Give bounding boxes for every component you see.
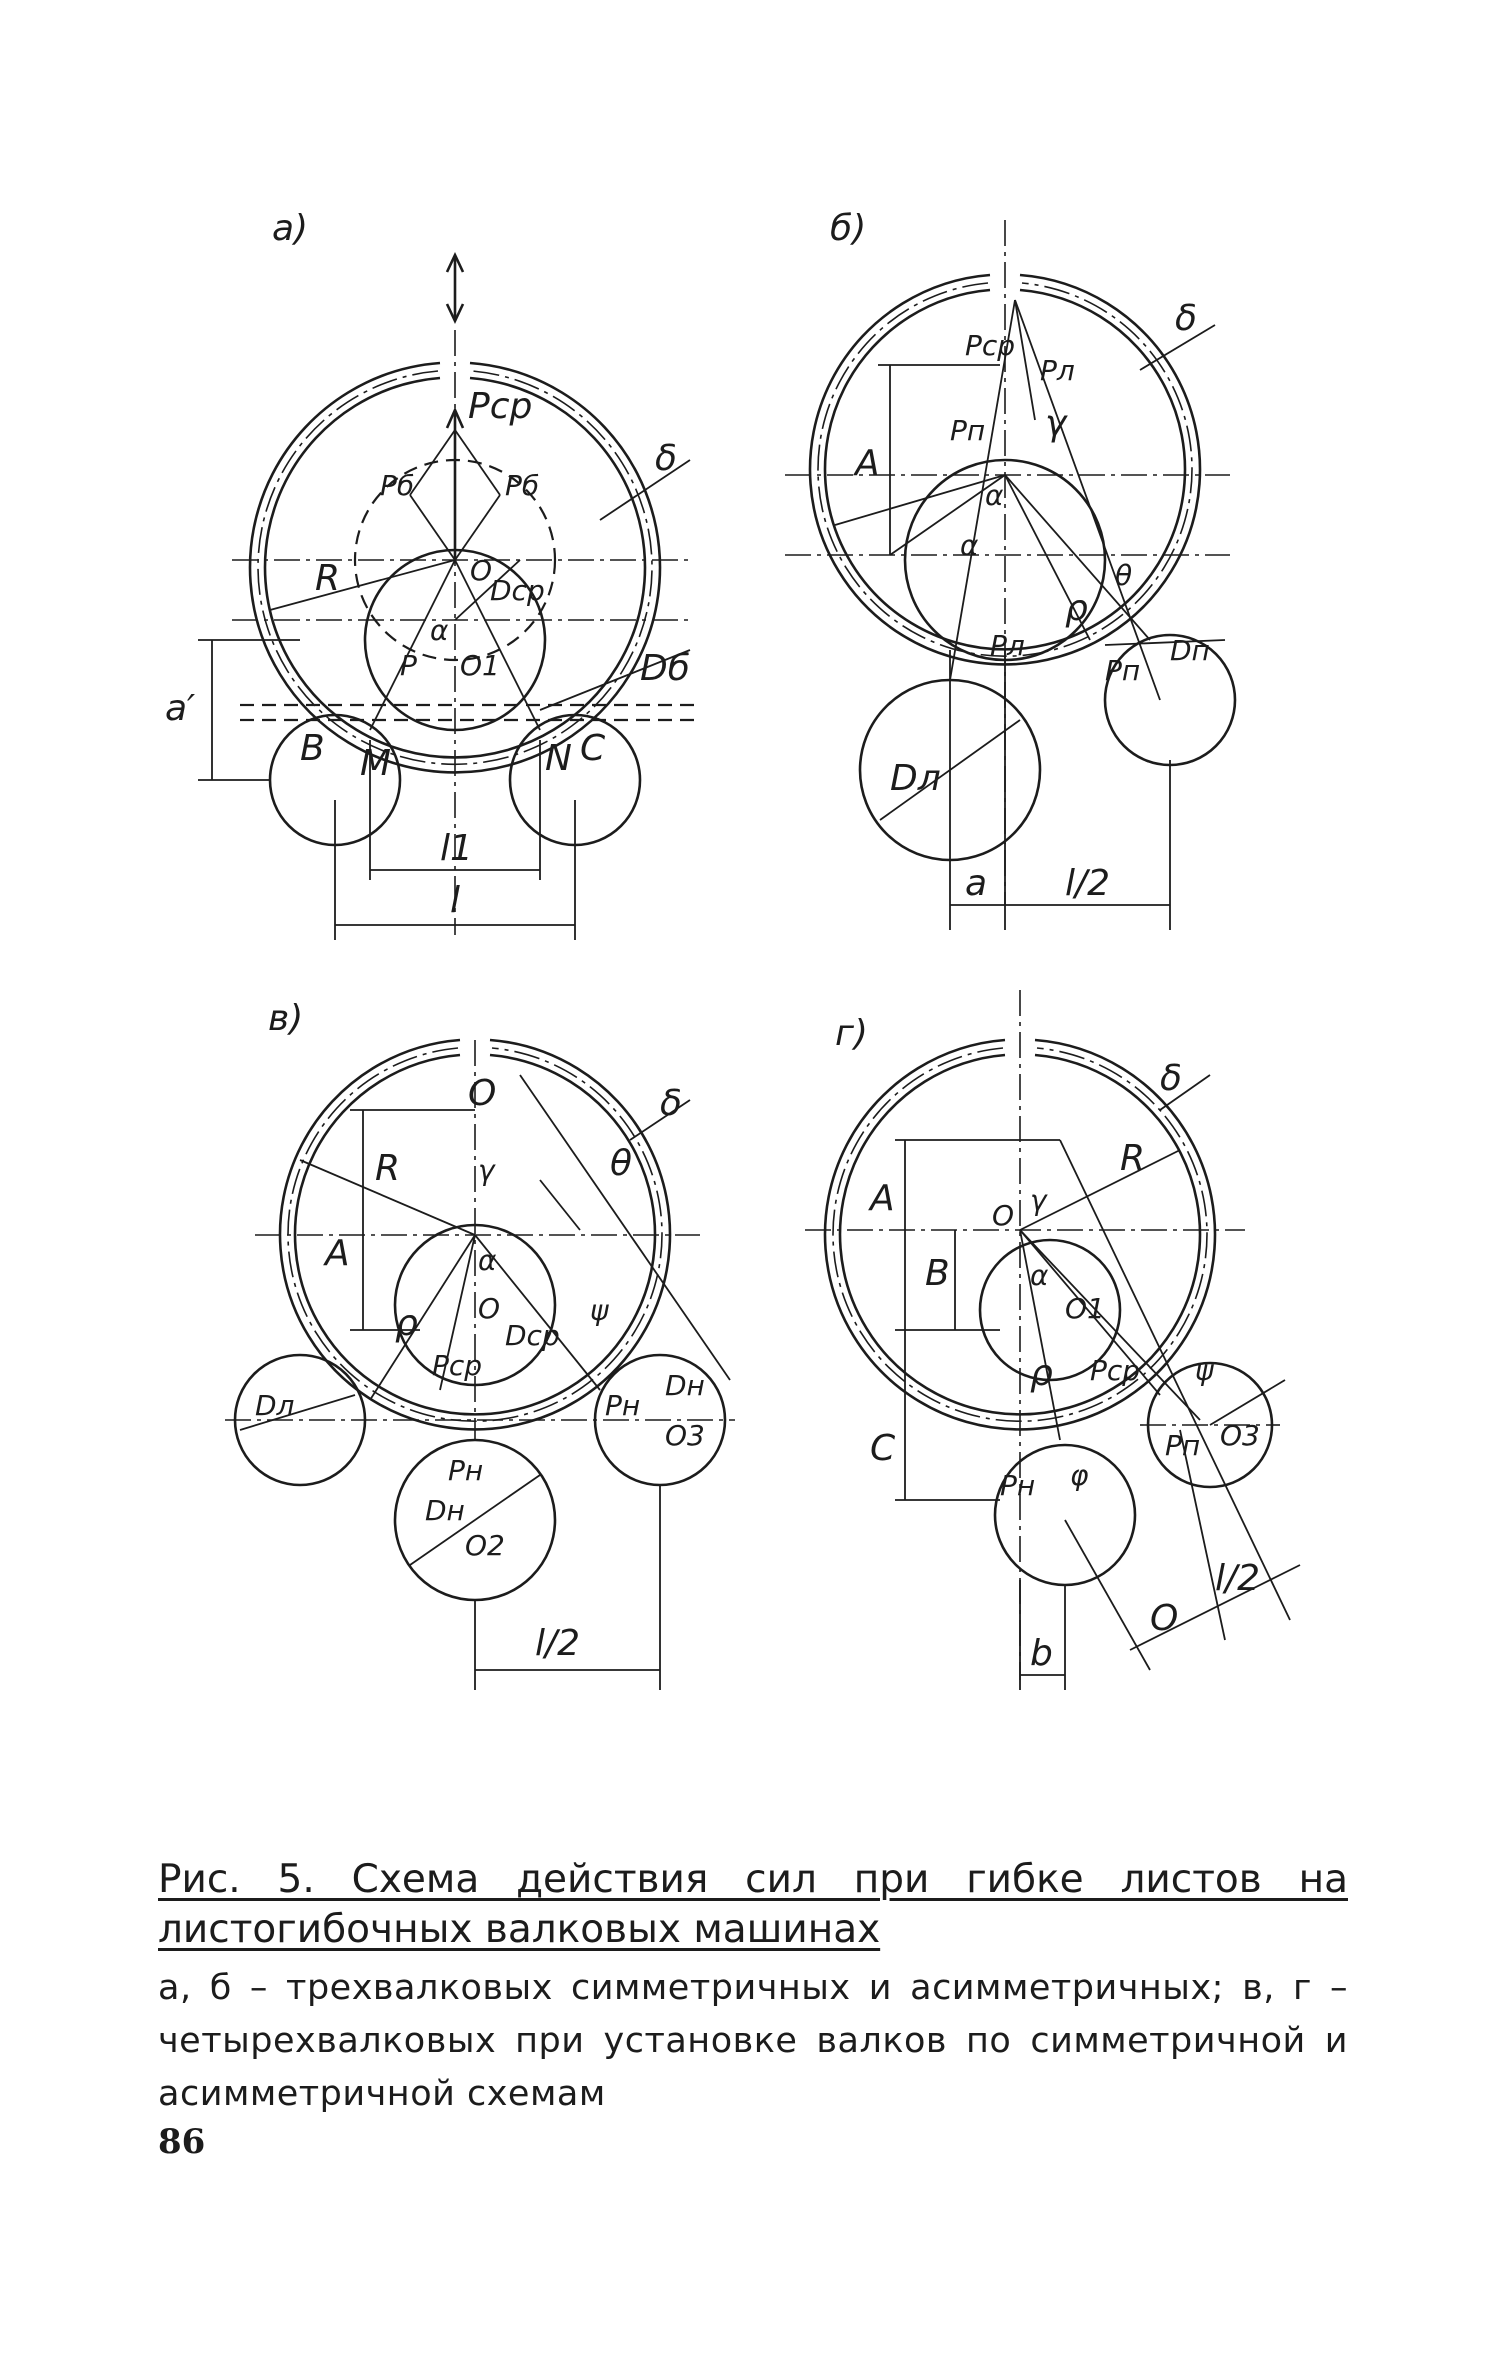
force-line bbox=[410, 495, 455, 560]
diagram-label: Pп bbox=[1105, 654, 1141, 687]
diagram-label: ψ bbox=[590, 1294, 609, 1327]
diagram-label: a′ bbox=[165, 688, 196, 729]
diagram-label: γ bbox=[1030, 1184, 1047, 1217]
diagram-label: Pн bbox=[448, 1454, 484, 1487]
diagram-label: B bbox=[925, 1253, 950, 1294]
diagram-label: Dб bbox=[640, 648, 690, 689]
diagram-label: l bbox=[450, 880, 461, 921]
diagram-label: δ bbox=[660, 1083, 683, 1124]
diagram-label: Dл bbox=[890, 758, 941, 799]
diagram-label: γ bbox=[1045, 403, 1067, 444]
diagram-label: Pср bbox=[1090, 1354, 1141, 1387]
panel-b-label: б) bbox=[830, 208, 867, 249]
diagram-label: Pп bbox=[1165, 1429, 1201, 1462]
diagram-label: δ bbox=[1175, 298, 1198, 339]
roll-bottom bbox=[995, 1445, 1135, 1585]
diagram-label: a bbox=[965, 863, 988, 904]
diagram-label: Dн bbox=[425, 1494, 465, 1527]
diagram-label: α bbox=[430, 614, 449, 647]
diagram-label: A bbox=[325, 1233, 350, 1274]
diagram-label: Dп bbox=[1170, 634, 1210, 667]
diagram-label: ρ bbox=[395, 1303, 418, 1344]
diagram-label: Dср bbox=[490, 574, 545, 607]
diagram-label: O2 bbox=[465, 1529, 505, 1562]
force-pp bbox=[1015, 300, 1160, 700]
diagram-label: R bbox=[375, 1148, 401, 1189]
diagram-label: θ bbox=[610, 1143, 633, 1184]
diagram-label: δ bbox=[1160, 1058, 1183, 1099]
panel-a bbox=[165, 208, 700, 940]
panel-a-label: а) bbox=[272, 208, 309, 249]
diagram-label: α bbox=[985, 479, 1004, 512]
diagram-label: b bbox=[1030, 1633, 1053, 1674]
dimension-line bbox=[1065, 1520, 1150, 1670]
diagram-label: l1 bbox=[440, 828, 473, 869]
diagram-label: O bbox=[468, 1073, 497, 1114]
diagram-label: O bbox=[992, 1199, 1015, 1232]
diagram-label: ρ bbox=[1065, 588, 1088, 629]
diagram-label: l/2 bbox=[1215, 1558, 1261, 1599]
diagram-label: Pл bbox=[1040, 354, 1075, 387]
panel-g-label: г) bbox=[835, 1013, 868, 1054]
diagram-label: ψ bbox=[1195, 1354, 1214, 1387]
diagram-label: Pн bbox=[1000, 1469, 1036, 1502]
diagram-label: Dср bbox=[505, 1319, 560, 1352]
label-pcp: Pср bbox=[468, 386, 533, 427]
diagram-label: Pн bbox=[605, 1389, 641, 1422]
diagram-label: Pб bbox=[505, 469, 540, 502]
diagram-label: O3 bbox=[1220, 1419, 1260, 1452]
diagram-label: M bbox=[360, 743, 392, 784]
diagram-label: Dн bbox=[665, 1369, 705, 1402]
force-line bbox=[455, 495, 500, 560]
diagram-label: l/2 bbox=[535, 1623, 581, 1664]
diagram-label: B bbox=[300, 728, 325, 769]
figure-caption-body: а, б – трехвалковых симметричных и асимметричных; в, г – четырехвалковых при установке валков по симметричной и асимметричной схемам bbox=[158, 1968, 1348, 2114]
diagram-label: C bbox=[580, 728, 606, 769]
diagram-label: φ bbox=[1070, 1459, 1089, 1492]
diagram-label: δ bbox=[655, 438, 678, 479]
diagram-label: N bbox=[545, 738, 572, 779]
diagram-label: O bbox=[1150, 1598, 1179, 1639]
force-pb-left bbox=[410, 430, 455, 495]
diagram-label: l/2 bbox=[1065, 863, 1111, 904]
diagram-label: Pб bbox=[380, 469, 415, 502]
diagram-label: O1 bbox=[1065, 1292, 1105, 1325]
diagram-label: O1 bbox=[460, 649, 500, 682]
radius-R bbox=[270, 560, 455, 610]
diagram-label: θ bbox=[1115, 559, 1133, 592]
diagram-label: γ bbox=[478, 1154, 495, 1187]
panel-v bbox=[225, 998, 735, 1690]
diagram-label: α bbox=[478, 1244, 497, 1277]
diagram-label: P bbox=[400, 649, 417, 682]
diagram-label: α bbox=[960, 529, 979, 562]
diagram-label: A bbox=[870, 1178, 895, 1219]
diagram-label: Pср bbox=[965, 329, 1016, 362]
diagram-label: ρ bbox=[1030, 1353, 1053, 1394]
diagram-label: Pл bbox=[990, 629, 1025, 662]
diagram-label: A bbox=[855, 443, 880, 484]
force-pb-right bbox=[455, 430, 500, 495]
diagram-label: C bbox=[870, 1428, 896, 1469]
figure-caption-title: Рис. 5. Схема действия сил при гибке листов на листогибочных валковых машинах bbox=[158, 1857, 1348, 1952]
diagram-label: Pп bbox=[950, 414, 986, 447]
diagram-label: α bbox=[1030, 1259, 1049, 1292]
panel-v-label: в) bbox=[268, 998, 304, 1039]
diagram-label: O bbox=[478, 1292, 501, 1325]
panel-g bbox=[805, 990, 1300, 1690]
force-line bbox=[1015, 300, 1035, 420]
panel-b bbox=[785, 208, 1235, 930]
page-number: 86 bbox=[158, 2122, 206, 2162]
diagram-label: R bbox=[315, 558, 341, 599]
diagram-label: O bbox=[470, 554, 493, 587]
diagram-label: O3 bbox=[665, 1419, 705, 1452]
force-line bbox=[540, 1180, 580, 1230]
diagram-label: R bbox=[1120, 1138, 1146, 1179]
diagram-label: Pср bbox=[432, 1349, 483, 1382]
diagram-label: Dл bbox=[255, 1389, 295, 1422]
